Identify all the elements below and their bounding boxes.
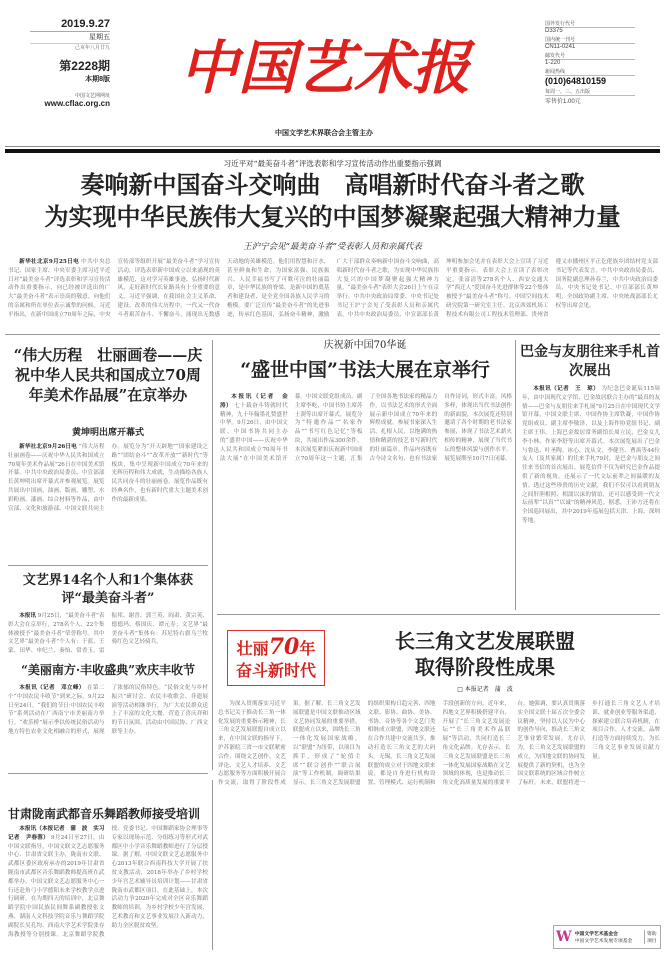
lead-subhead: 王沪宁会见“最美奋斗者”受表彰人员和亲属代表 [243, 242, 422, 252]
column-rule [515, 340, 516, 610]
article-headline[interactable]: “美丽南方·丰收盛典”欢庆丰收节 [21, 663, 195, 677]
article-text: 9月25日，“最美奋斗者”表彰大会在京举行，278名个人、22个集体被授予“最美奋斗者”荣誉称号。其中文艺界“最美奋斗者”个人有：于蓝、王蒙、田华、申纪兰、秦怡、常香玉、雷振邦、谢晋、郭兰英、阎肃、黄宗英、德德玛、蔡国庆、谭元寿；文艺界“最美奋斗者”集体有：苏尼特右旗乌兰牧骑红色文艺轻骑兵。 [8, 613, 208, 655]
dateline: 新华社北京9月26日电 [19, 444, 77, 450]
site-label: 中国文艺网网址 [74, 93, 110, 99]
article-headline[interactable]: 巴金与友朋往来手札首次展出 [520, 344, 660, 379]
article-text: 七十载奋斗铸就时代精神，九十年翰墨礼赞盛世中华。9月26日，由中国文联、中国书协共同主办的“盛世中国——庆祝中华人民共和国成立70周年书法大展”在中国美术馆开幕。中国文联党组成员、副主席李屹，中国书协主席苏士澍等出席开幕式。展览分为“特邀作品”“名家作品”“书写红色记忆”等板块，共展出作品300余件。本次展览紧扣庆祝新中国成立70周年这一主题，汇集了全国各地书法家的精品力作，以书法艺术的形式全面展示新中国成立70年来的辉煌成就。参展书家深入生活、扎根人民，以饱满的热情和精湛的技艺书写新时代的壮丽篇章。作品内容既有古今诗文名句，也有书法家自作诗词，形式丰富，风格多样，体现出当代书法创作的新面貌。本次展览还特别邀请了各个时期的老书法家参展，体现了书法艺术薪火相传的精神，展现了当代书坛的整体风貌与创作水平。展览展期至10月7日闭幕。 [220, 394, 512, 462]
lead-article-body [8, 258, 658, 330]
weekday: 星期五 [89, 34, 110, 41]
article-subhead: 黄坤明出席开幕式 [71, 428, 144, 438]
logo-number: 70 [268, 634, 300, 660]
dateline: 本报讯（记者 金 涛） [220, 394, 294, 409]
article-text: “伟大历程 壮丽画卷——庆祝中华人民共和国成立70周年美术作品展”26日在中国美术馆开幕。中共中央政治局委员、中宣部部长黄坤明出席开幕式并参观展览。展览共展出中国画、油画、版画、雕塑、水彩粉画、漆画、综合材料等作品，由中宣部、文化和旅游部、中国文联共同主办。展览分为“开天辟地”“国家建设之路”“团结奋斗”“改革开放”“新时代”等板块，集中呈现新中国成立70年来的光辉历程和伟大成就，生动描绘各族人民共同奋斗的壮丽画卷。展览作品既有经典名作，也有新时代重大主题美术创作的最新成果。 [8, 444, 208, 512]
divider [8, 773, 208, 774]
article-body [8, 684, 208, 768]
divider [5, 149, 660, 153]
article-body [220, 393, 512, 608]
anniversary-logo [227, 630, 325, 686]
dateline: 新华社北京9月25日电 [19, 259, 80, 265]
issue-number: 第2228期 [59, 59, 110, 73]
site-url[interactable]: www.cflac.org.cn [44, 99, 110, 108]
foundation-ad[interactable] [553, 925, 661, 949]
article-body [8, 612, 208, 656]
logo-text: 壮丽 [236, 639, 269, 658]
column-rule [212, 340, 213, 770]
article-body [8, 825, 208, 950]
byline: □ 本报记者 蒲 波 [457, 686, 513, 693]
date-block [30, 18, 110, 108]
headline-line: 取得阶段性成果 [415, 655, 555, 679]
divider [5, 334, 660, 335]
article-headline[interactable]: 文艺界14名个人和1个集体获评“最美奋斗者” [22, 573, 194, 606]
info-value: CN11-0241 [545, 44, 576, 50]
divider [8, 565, 208, 566]
article-text: 中共中央总书记、国家主席、中央军委主席习近平近日对“最美奋斗者”评选表彰和学习宣传活动作出重要指示，向已经被评选出的广大“最美奋斗者”表示崇高的敬意，向他们的亲属和所在单位表示诚挚的问候。习近平指出，在新中国成立70周年之际，中央宣传部等组织开展“最美奋斗者”学习宣传活动，评选表彰新中国成立以来涌现的英雄模范，这对学习英雄事迹、弘扬时代新风，走好新时代长征路具有十分重要的意义。习近平强调，在我国社会主义革命、建设、改革的伟大历程中，一代又一代奋斗者艰苦奋斗、不懈奋斗，涌现出无数感天动地的英雄模范。他们用智慧和汗水，甚至鲜血和生命，为国家富强、民族振兴、人民幸福书写了可歌可泣的壮丽篇章，是中华民族的脊梁，是新中国的奠基者和建设者，是全党全国各族人民学习的楷模。要广泛宣传“最美奋斗者”的先进事迹，传承红色基因，弘扬奋斗精神，激励广大干部群众奏响新中国奋斗交响曲，高唱新时代奋斗者之歌，为实现中华民族伟大复兴的中国梦凝聚起强大精神力量。“最美奋斗者”表彰大会26日上午在京举行。中共中央政治局常委、中央书记处书记王沪宁会见了受表彰人员和亲属代表。中共中央政治局委员、中宣部部长黄坤明参加会见并在表彰大会上宣读了习近平重要指示。表彰大会上宣读了表彰决定，张富清等278名个人、西安交通大学“西迁人”爱国奋斗先进群体等22个集体被授予“最美奋斗者”称号。中国空间技术研究院第一研究室主任、北京西郊机场工程技术有限公司工程技术管理部、贵州省遵义市播州区平正仡佬族乡团结村党支部书记等代表发言。中共中央政治局委员、国务院副总理孙春兰，中共中央政治局委员、中央书记处书记、中宣部部长黄坤明，全国政协副主席、中央统战部部长尤权等出席会见。 [8, 259, 658, 318]
article-headline[interactable]: “伟大历程 壮丽画卷——庆祝中华人民共和国成立70周年美术作品展”在京举办 [13, 346, 203, 404]
publication-info [545, 18, 635, 105]
info-label: 新闻热线 [545, 68, 635, 76]
logo-text: 奋斗新时代 [235, 661, 316, 680]
dateline: 本报讯（记者 王 琼） [533, 386, 600, 392]
info-label: 国外发行代号 [545, 20, 635, 28]
article-body [522, 385, 660, 610]
foundation-logo-icon: W [556, 929, 572, 945]
dateline: 本报讯（记者 邓立峰） [19, 685, 85, 691]
feature-body [218, 700, 660, 920]
lead-headline-1[interactable]: 奏响新中国奋斗交响曲 高唱新时代奋斗者之歌 [80, 170, 585, 199]
info-value: D3375 [545, 28, 563, 34]
article-headline[interactable]: 甘肃陇南武都音乐舞蹈教师接受培训 [8, 807, 201, 821]
info-label: 邮发代号 [545, 52, 635, 60]
article-kicker: 庆祝新中国70华诞 [323, 340, 407, 351]
headline-line: 长三角文艺发展联盟 [395, 629, 575, 653]
article-body [8, 443, 208, 561]
article-text: 9月24日至27日，由中国文联指导，中国文联文艺志愿服务中心、甘肃省文联主办，陇南市文联、武都区委区政府承办的2019年甘肃省陇南市武都区音乐舞蹈教师提高班在武都举办。中国文联文艺志愿服务中心一行还赴角弓小学德阳未来学校教学点进行调研。在为期四天的培训中，北京舞蹈学院中国民族民间舞系副教授张文燕、湖南人文科技学院音乐与舞蹈学院副院长吴孔均、西南大学艺术学院张存海教授等分别授课。北京舞蹈学院教授、党委书记、中国舞蹈家协会理事等专家以现场示范、分组练习等形式对武都区中小学音乐舞蹈教师进行了分层授课。据了解，中国文联文艺志愿服务中心2013年联合西南科技大学开展了扶贫支教活动，2018年举办了乡村学校少年宫艺术辅导员培训计划——甘肃省陇南市武都区项目，在此基础上，本次活动力争2020年完成对全区音乐舞蹈教师的培训，为乡村学校少年宫发展、艺术教育和文艺事业发展注入新动力，助力全区脱贫攻坚。 [8, 826, 208, 938]
price: 零售价1.00元 [545, 99, 581, 105]
ad-text: 中国文学艺术发展专项基金 [574, 939, 633, 944]
issue-date: 2019.9.27 [30, 18, 110, 32]
info-label: 国内统一刊号 [545, 36, 635, 44]
article-text: 为深入贯彻落实习近平总书记关于推动长三角一体化发展的重要指示精神，长三角文艺发展联盟自成立以来，在中国文联的指导下，沪苏浙皖三省一市文联紧密合作，围绕文艺创作、文艺评论、文艺人才培养、文艺志愿服务等方面积极开展合作交流，取得了阶段性成果。据了解，长三角文艺发展联盟是中国文联推动区域文艺协同发展的重要举措。联盟成立以来，围绕长三角一体化发展国家战略，以“联盟”为纽带，以项目为抓手，形成了“轮值主席”“联合创作”“联合展演”等工作机制。调研结果显示，长三角文艺发展联盟的组织架构日趋完善，四地文联、影协、曲协、美协、书协、音协等各个文艺门类相继成立联盟，四地文联还在合作共建中交流共享，推动打造长三角文艺的大码头。无锡，长三角文艺发展联盟的成立对于四地文联来说，都是自身进行机构设置、管理模式、运行机制和手段创新的方向。近年来，四地文艺界积极搭建平台，开展了“长三角文艺发展论坛”“长三角美术作品联展”等活动，共同打造长三角文化品牌。尤存表示，长三角文艺发展联盟是长三角一体化发展国家战略在文艺领域的体现，也是推动长三角文化高质量发展的重要平台。她强调，要认真贯彻落实全国文联十届五次全委会议精神，坚持以人民为中心的创作导向，推动长三角文艺事业繁荣发展。尤存认为，长三角文艺发展联盟的成立，为四地文联的协同发展提供了新的契机，也为全国文联系统的区域合作树立了标杆。未来，联盟将进一步打通长三角文艺人才培训、就业创业等服务渠道，探索建立联合培养机制，在项目合作、人才交流、品牌打造等方面持续发力，为长三角文艺事业发展贡献力量。 [218, 701, 660, 787]
ad-text: 中国文学艺术基金会 [574, 931, 618, 937]
column-rule [212, 780, 213, 950]
lunar-date: 己亥年八月廿九 [30, 43, 110, 51]
article-text: 在第二个“中国农民丰收节”到来之际，9月22日至24日，“我们的节日·中国农民丰收节”系列活动在广西南宁市美丽南方举行。“欢乐桥”展示季以传统民俗活动与地方特色农业文化相融合的形式，展现了浓郁的民俗特色。“民俗文化与乡村振兴”研讨会、农民丰收歌会、非遗展演等活动相继举行，为广大农民群众送上了丰富的文化大餐，营造了喜庆祥和的节日氛围。活动由中国民协、广西文联等主办。 [8, 685, 208, 735]
logo-text: 年 [299, 639, 316, 658]
divider [5, 146, 660, 147]
feature-headline[interactable] [340, 628, 630, 680]
divider [217, 614, 660, 615]
article-headline[interactable]: “盛世中国”书法大展在京举行 [240, 359, 490, 381]
dateline: 本报讯（本报记者 蒲 波 实习记者 尹春蓉） [8, 826, 105, 841]
dateline: 本报讯 [19, 613, 36, 619]
sponsor-line: 中国文学艺术界联合会主管主办 [275, 128, 373, 137]
lead-kicker: 习近平对“最美奋斗者”评选表彰和学习宣传活动作出重要指示强调 [223, 159, 442, 168]
newspaper-logo: 中国艺术报 [180, 34, 471, 102]
ad-tag: 资助项目 [644, 930, 658, 944]
article-text: 为纪念巴金诞辰115周年，由中国现代文学馆、巴金故居联合主办的“最真的友情——巴金与友朋往来手札展”9月25日在中国现代文学馆开幕。中国文联主席、中国作协主席铁凝，中国作协党组成员、副主席李敬泽，以及上海作协党组书记、副主席王伟，上海巴金故居常务副馆长周立民，巴金女儿李小林、作家李舒等出席开幕式。本次展览展出了巴金与鲁迅、叶圣陶、冰心、沈从文、李健吾、曹禺等44位友人（及其家属）的往来手札79封，是巴金与朋友之间往来书信的首次展出。展览信件不仅为研究巴金作品提供了新的视角，还展示了一代文坛前辈之间温暖的友情。透过这些珍贵的历史文献，我们不仅可以看到朋友之间肝胆相照、相濡以沫的情谊，还可以感受到一代文坛前辈“以真”“以诚”的精神风范。据悉，王沛方还将在全国巡回展出，其中2019年巡展包括天津、上海、深圳等地。 [522, 386, 660, 524]
info-value: 1-220 [545, 60, 561, 66]
page-count: 本期8版 [85, 76, 110, 83]
info-label: 每周一、三、五出版 [545, 88, 635, 96]
news-hotline: (010)64810159 [545, 76, 607, 86]
lead-headline-2[interactable]: 为实现中华民族伟大复兴的中国梦凝聚起强大精神力量 [44, 202, 621, 231]
